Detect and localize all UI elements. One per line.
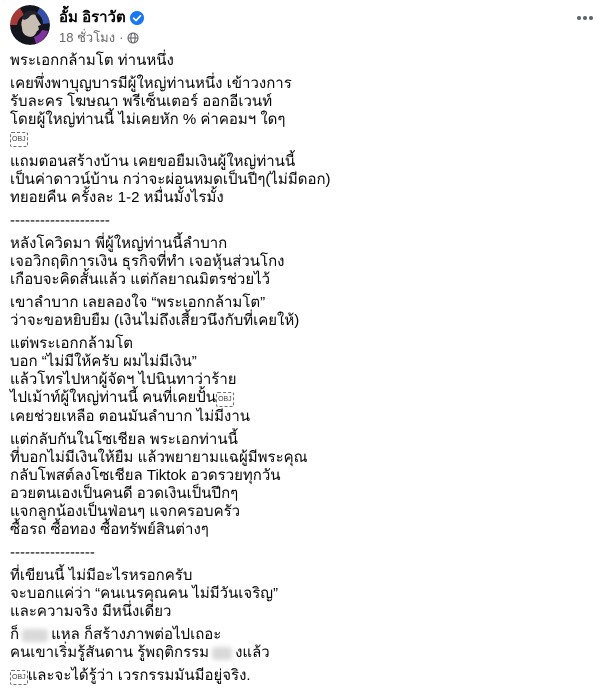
post-text-segment: เกือบจะคิดสั้นแล้ว แต่กัลยาณมิตรช่วยไว้ [10,271,271,288]
post-text-segment: และจะได้รู้ว่า เวรกรรมมันมีอยู่จริง. [27,667,251,684]
post-paragraph [10,567,601,621]
post-text-segment: รับละคร โฆษณา พรีเซ็นเตอร์ ออกอีเวนท์ [10,93,273,110]
more-options-button[interactable] [573,12,597,24]
post-text-segment: ไปเม้าท์ผู้ใหญ่ท่านนี้ คนที่เคยปั้น [10,389,217,406]
author-name[interactable]: อั้ม อิราวัต [59,9,126,26]
post-text-segment: หลังโควิดมา พี่ผู้ใหญ่ท่านนี้ลำบาก [10,235,228,252]
post-text-segment: คนเขาเริ่มรู้สันดาน รู้พฤติกรรม [10,644,210,661]
post-line [10,253,601,271]
header-meta [59,5,144,46]
post-line [10,353,601,371]
post-text-segment: กลับโพสต์ลงโซเชียล Tiktok อวดรวยทุกวัน [10,467,281,484]
post-line [10,235,601,253]
post-text-segment: งแล้ว [235,644,270,661]
post-text-segment: และความจริง มีหนึ่งเดียว [10,603,172,620]
post-text-segment: บอก “ไม่มีให้ครับ ผมไม่มีเงิน” [10,353,197,370]
post-paragraph [10,667,601,686]
post-text-segment: ที่บอกไม่มีเงินให้ยืม แล้วพยายามแฉผู้มีพระคุณ [10,449,308,466]
post-text-segment: เคยช่วยเหลือ ตอนมันลำบาก ไม่มีงาน [10,408,250,425]
censored-word-blur [22,629,48,642]
post-text-segment: แถมตอนสร้างบ้าน เคยขอยืมเงินผู้ใหญ่ท่านนี้ [10,153,296,170]
post-paragraph [10,52,601,70]
post-line [10,667,601,686]
post-text-segment: แล้วโทรไปหาผู้จัดฯ ไปนินทาว่าร้าย [10,371,237,388]
censored-word-blur [212,647,232,660]
post-line [10,449,601,467]
post-text-segment: แต่กลับกันในโซเชียล พระเอกท่านนี้ [10,431,238,448]
post-line [10,408,601,426]
post-text-segment: อวยตนเองเป็นคนดี อวดเงินเป็นปึกๆ [10,485,239,502]
post-line [10,585,601,603]
post-paragraph [10,75,601,148]
post-line [10,371,601,389]
meta-separator: · [119,30,124,45]
post-line [10,335,601,353]
post-line [10,111,601,129]
avatar-image [10,5,50,45]
post-paragraph [10,294,601,330]
post-text-segment: แหล ก็สร้างภาพต่อไปเถอะ [51,626,222,643]
avatar[interactable] [10,5,50,45]
post-line [10,129,601,148]
post-text-segment: ----------------- [10,544,95,561]
post-text [0,46,615,686]
timestamp[interactable]: 18 ชั่วโมง [59,30,116,45]
post-line [10,603,601,621]
post-line [10,389,601,408]
verified-badge-icon [130,11,144,25]
post-line [10,312,601,330]
post-paragraph [10,235,601,289]
post-line [10,485,601,503]
post-line [10,431,601,449]
missing-glyph-obj-icon: OBJ [216,392,234,407]
post-text-segment: ทยอยคืน ครั้งละ 1-2 หมื่นมั้งไรมั้ง [10,189,224,206]
post-line [10,212,601,230]
post-line [10,544,601,562]
post-text-segment: เจอวิกฤติการเงิน ธุรกิจที่ทำ เจอหุ้นส่วนโกง [10,253,285,270]
post-line [10,567,601,585]
post-line [10,189,601,207]
post-text-segment: เคยพึ่งพาบุญบารมีผู้ใหญ่ท่านหนึ่ง เข้าวงการ [10,75,292,92]
post-line [10,503,601,521]
post-line [10,467,601,485]
missing-glyph-obj-icon: OBJ [10,670,28,685]
post-line [10,294,601,312]
post-text-segment: ว่าจะขอหยิบยืม (เงินไม่ถึงเสี้ยวนึงกับที่เคยให้) [10,312,300,329]
post-paragraph [10,431,601,539]
globe-icon [127,32,139,44]
post-line [10,93,601,111]
post-text-segment: แต่พระเอกกล้ามโต [10,335,134,352]
post-line [10,75,601,93]
post-paragraph [10,544,601,562]
post-header [0,0,615,46]
three-dots-icon [577,16,581,20]
post-paragraph [10,626,601,662]
post-text-segment: แจกลูกน้องเป็นฟ่อนๆ แจกครอบครัว [10,503,241,520]
post-paragraph [10,335,601,426]
post-line [10,644,601,662]
post-paragraph [10,153,601,207]
post-text-segment: จะบอกแค่ว่า “คนเนรคุณคน ไม่มีวันเจริญ” [10,585,279,602]
post-meta-row [59,29,144,46]
missing-glyph-obj-icon: OBJ [10,132,28,147]
post-text-segment: ที่เขียนนี้ ไม่มีอะไรหรอกครับ [10,567,193,584]
post-text-segment: เขาลำบาก เลยลองใจ “พระเอกกล้ามโต” [10,294,266,311]
post-text-segment: ซื้อรถ ซื้อทอง ซื้อทรัพย์สินต่างๆ [10,521,209,538]
post-text-segment: -------------------- [10,212,110,229]
post-line [10,521,601,539]
post-paragraph [10,212,601,230]
post-text-segment: โดยผู้ใหญ่ท่านนี้ ไม่เคยหัก % ค่าคอมฯ ใดๆ [10,111,286,128]
post-line [10,271,601,289]
post-line [10,171,601,189]
post-line [10,626,601,644]
post-line [10,52,601,70]
post-text-segment: ก็ [10,626,20,643]
post-line [10,153,601,171]
post-text-segment: พระเอกกล้ามโต ท่านหนึ่ง [10,52,174,69]
post-text-segment: เป็นค่าดาวน์บ้าน กว่าจะผ่อนหมดเป็นปีๆ(ไม่มีดอก) [10,171,331,188]
